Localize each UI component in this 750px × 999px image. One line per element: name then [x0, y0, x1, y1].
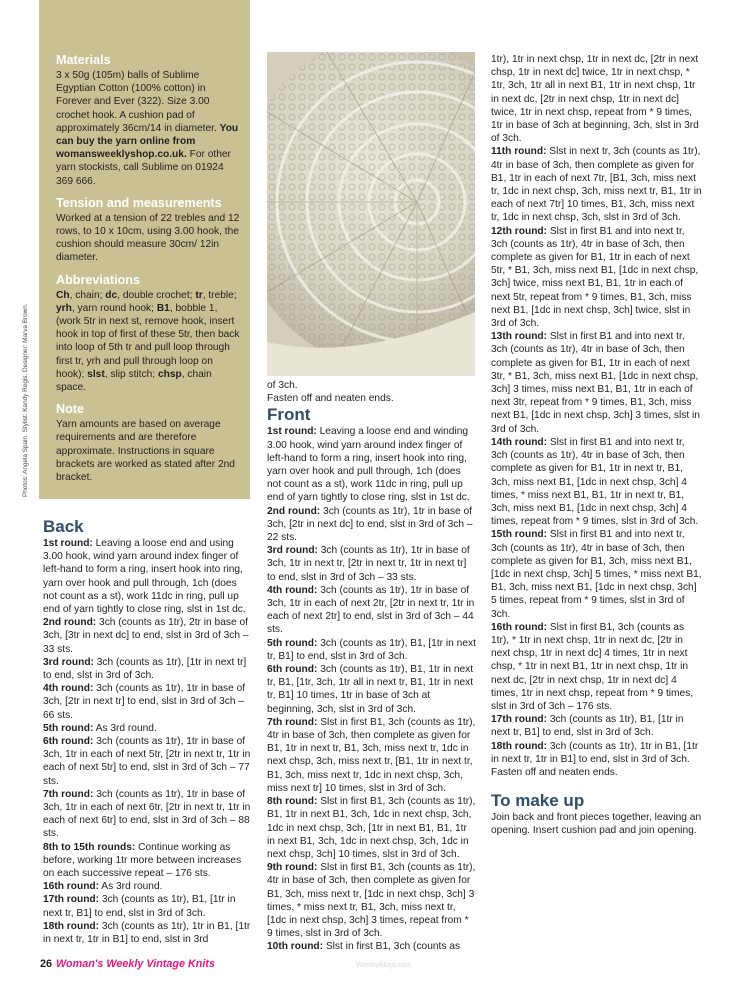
photo-credit: Photos: Angela Spain. Stylist: Kandy Regis. Designer: Marva Brown. — [22, 303, 29, 497]
abbreviations-heading: Abbreviations — [56, 272, 140, 287]
shop-link[interactable]: You can buy the yarn online from womansweeklyshop.co.uk. — [56, 122, 239, 161]
round-item: 2nd round: 3ch (counts as 1tr), 1tr in base of 3ch, [2tr in next dc] to end, slst in 3rd of 3ch – 22 sts. — [267, 505, 473, 544]
round-item: 6th round: 3ch (counts as 1tr), B1, 1tr in next tr, B1, [1tr, 3ch, 1tr all in next tr, B1, 1tr in next tr, B1] 10 times, 1tr in base of 3ch at beginning, 3ch, slst in 3rd of 3ch. — [267, 664, 474, 715]
round-item: 14th round: Slst in first B1 and into next tr, 3ch (counts as 1tr), 4tr in base of 3ch, then complete as given for B1, 1tr in next tr, B1, 3ch, miss next B1, [1dc in next chsp, 3ch] 4 times, * miss next B1, B1, 1tr in next tr, B1, 3ch, miss next B1, [1dc in next chsp, 3ch] 4 times, repeat from * 9 times, slst in 3rd of 3ch. — [491, 436, 699, 528]
round-item: 13th round: Slst in first B1 and into next tr, 3ch (counts as 1tr), 4tr in base of 3ch, then complete as given for B1, 1tr in each of next 3tr, * B1, 3ch, miss next B1, [1dc in next chsp, 3ch] 3 times, miss next B1, B1, 1tr in each of next 3tr, repeat from * 9 times, B1, 3ch, miss next B1, [1dc in next chsp, 3ch] 3 times, slst in 3rd of 3ch. — [491, 331, 700, 435]
round-item: 16th round: Slst in first B1, 3ch (counts as 1tr), * 1tr in next chsp, 1tr in next dc, [2tr in next chsp, 1tr in next dc] 4 times, 1tr in next chsp, * 1tr in next B1, 1tr in next chsp, 1tr in next dc, [2tr in next chsp, 1tr in next dc] 4 times, 1tr in next chsp, repeat from * 9 times, slst in 3rd of 3ch – 176 sts. — [491, 621, 694, 712]
tension-heading: Tension and measurements — [56, 195, 222, 210]
magazine-title: Woman's Weekly Vintage Knits — [56, 958, 215, 970]
back-instructions — [43, 517, 251, 946]
note-heading: Note — [56, 402, 84, 417]
watermark: WeeklyBlogs.com — [356, 962, 412, 969]
round-item: 16th round: As 3rd round. — [43, 881, 163, 893]
round-item: 6th round: 3ch (counts as 1tr), 1tr in base of 3ch, 1tr in each of next 5tr, [2tr in next tr, 1tr in each of next 5tr] to end, slst in 3rd of 3ch – 77 sts. — [43, 736, 251, 787]
round-item: 17th round: 3ch (counts as 1tr), B1, [1tr in next tr, B1] to end, slst in 3rd of 3ch. — [491, 714, 684, 739]
round-item: 3rd round: 3ch (counts as 1tr), [1tr in next tr] to end, slst in 3rd of 3ch. — [43, 656, 247, 682]
tension-text: Worked at a tension of 22 trebles and 12 rows, to 10 x 10cm, using 3.00 hook, the cushion should measure 30cm/ 12in diameter. — [56, 212, 240, 264]
note-text: Yarn amounts are based on average requirements and are therefore approximate. Instructions in square brackets are worked as stated after 2nd bracket. — [56, 419, 235, 484]
round-item: 3rd round: 3ch (counts as 1tr), 1tr in base of 3ch, 1tr in next tr, [2tr in next tr, 1tr in next tr] to end, slst in 3rd of 3ch – 33 sts. — [267, 545, 470, 583]
round-item: 4th round: 3ch (counts as 1tr), 1tr in base of 3ch, 1tr in each of next 2tr, [2tr in next tr, 1tr in each of next 2tr] to end, slst in 3rd of 3ch – 44 sts. — [267, 584, 475, 636]
round-continuation: 1tr), 1tr in next chsp, 1tr in next dc, [2tr in next chsp, 1tr in next dc] twice, 1tr in next chsp, * 1tr, 3ch, 1tr all in next B1, 1tr in next chsp, 1tr in next dc, [2tr in next chsp, 1tr in next dc] twice, 1tr in next chsp, repeat from * 9 times, 1tr in base of 3ch at beginning, 3ch, slst in 3rd of 3ch. — [491, 54, 699, 145]
round-item: 18th round: 3ch (counts as 1tr), 1tr in B1, [1tr in next tr, 1tr in B1] to end, slst in 3rd — [43, 920, 251, 946]
front-continued-instructions — [491, 53, 703, 838]
page-number: 26 — [40, 958, 53, 970]
round-item: 4th round: 3ch (counts as 1tr), 1tr in base of 3ch, [2tr in next tr] to end, slst in 3rd of 3ch – 66 sts. — [43, 683, 246, 721]
round-item: 7th round: Slst in first B1, 3ch (counts as 1tr), 4tr in base of 3ch, then complete as given for B1, 1tr in next tr, B1, 3ch, miss next tr, 1dc in next chsp, 3ch, miss next tr, [B1, 1tr in next tr, B1, 3ch, miss next tr, 1dc in next chsp, 3ch, miss next tr] 10 times, slst in 3rd of 3ch. — [267, 716, 476, 794]
page-footer — [40, 958, 215, 970]
abbreviations-text: Ch, chain; dc, double crochet; tr, treble; yrh, yarn round hook; B1, bobble 1, (work 5tr in next st, remove hook, insert hook in top of first of these 5tr, then back into loop of 5th tr and pull loop through first tr, yrh and pull through loop on hook); slst, slip stitch; chsp, chain space. — [56, 289, 240, 394]
round-item: 15th round: Slst in first B1 and into next tr, 3ch (counts as 1tr), 4tr in base of 3ch, then complete as given for B1, 3ch, miss next B1, [1dc in next chsp, 3ch] 5 times, * miss next B1, B1, 3ch, miss next B1, [1dc in next chsp, 3ch] 5 times, repeat from * 9 times, slst in 3rd of 3ch. — [491, 529, 702, 620]
round-item: 18th round: 3ch (counts as 1tr), 1tr in B1, [1tr in next tr, 1tr in B1] to end, slst in 3rd of 3ch. Fasten off and neaten ends. — [491, 740, 699, 778]
round-item: 11th round: Slst in next tr, 3ch (counts as 1tr), 4tr in base of 3ch, then complete as given for B1, 1tr in each of next 7tr, [B1, 3ch, miss next tr, 1dc in next chsp, 3ch, miss next tr, B1, 1tr in each of next 7tr] 10 times, B1, 3ch, miss next tr, 1dc in next chsp, 3ch, slst in 3rd of 3ch. — [491, 146, 702, 224]
round-item: 10th round: Slst in first B1, 3ch (counts as — [267, 941, 461, 953]
round-item: 8th round: Slst in first B1, 3ch (counts as 1tr), B1, 1tr in next B1, 3ch, 1dc in next chsp, 3ch, 1dc in next chsp, 3ch, [1tr in next B1, B1, 1tr in next B1, 3ch, 1dc in next chsp, 3ch, 1dc in next chsp, 3ch] 10 times, slst in 3rd of 3ch. — [267, 796, 476, 860]
materials-text: 3 x 50g (105m) balls of Sublime Egyptian Cotton (100% cotton) in Forever and Ever (322). Size 3.00 crochet hook. A cushion pad of approximately 36cm/14 in diameter. You can buy the yarn online from womansweeklyshop.co.uk. For other yarn stockists, call Sublime on 01924 369 666. — [56, 70, 239, 187]
round-item: 2nd round: 3ch (counts as 1tr), 2tr in base of 3ch, [3tr in next dc] to end, slst in 3rd of 3ch – 33 sts. — [43, 617, 249, 655]
round-item: 17th round: 3ch (counts as 1tr), B1, [1tr in next tr, B1] to end, slst in 3rd of 3ch. — [43, 894, 236, 919]
round-item: 12th round: Slst in first B1 and into next tr, 3ch (counts as 1tr), 4tr in base of 3ch, then complete as given for B1, 1tr in each of next 5tr, * B1, 3ch, miss next B1, [1dc in next chsp, 3ch] twice, miss next B1, B1, 1tr in each of next 5tr, repeat from * 9 times, B1, 3ch, miss next B1, [1dc in next chsp, 3ch] twice, slst in 3rd of 3ch. — [491, 225, 699, 330]
round-item: 9th round: Slst in first B1, 3ch (counts as 1tr), 4tr in base of 3ch, then complete as given for B1, 3ch, miss next tr, [1dc in next chsp, 3ch] 3 times, * miss next tr, B1, 3ch, miss next tr, [1dc in next chsp, 3ch] 3 times, repeat from * 9 times, slst in 3rd of 3ch. — [267, 862, 476, 940]
round-item: 1st round: Leaving a loose end and winding 3.00 hook, wind yarn around index finger of left-hand to form a ring, insert hook into ring, yarn over hook and pull through, 1ch (does not count as a st), work 11dc in ring, pull up end of yarn tightly to close ring, slst in 1st dc. — [267, 426, 470, 504]
round-item: 8th to 15th rounds: Continue working as before, working 1tr more between increases on each successive repeat – 176 sts. — [43, 841, 242, 880]
materials-heading: Materials — [56, 53, 111, 67]
front-instructions — [267, 379, 477, 954]
materials-sidebar — [39, 0, 250, 499]
make-up-text: Join back and front pieces together, leaving an opening. Insert cushion pad and join opening. — [491, 812, 702, 837]
make-up-heading: To make up — [491, 791, 585, 811]
round-item: 1st round: Leaving a loose end and using 3.00 hook, wind yarn around index finger of left-hand to form a ring, insert hook into ring, yarn over hook and pull through, 1ch (does not count as a st), work 11dc in ring, pull up end of yarn tightly to close ring, slst in 1st dc. — [43, 538, 246, 616]
round-item: 5th round: 3ch (counts as 1tr), B1, [1tr in next tr, B1] to end, slst in 3rd of 3ch. — [267, 637, 476, 662]
round-item: 7th round: 3ch (counts as 1tr), 1tr in base of 3ch, 1tr in each of next 6tr, [2tr in next tr, 1tr in each of next 6tr] to end, slst in 3rd of 3ch – 88 sts. — [43, 788, 251, 840]
crochet-cushion-photo — [267, 52, 475, 376]
back-fasten-off: Fasten off and neaten ends. — [267, 393, 394, 405]
cushion-illustration — [267, 52, 475, 376]
round-item: 5th round: As 3rd round. — [43, 722, 157, 734]
back-heading: Back — [43, 517, 84, 536]
back-continuation: of 3ch. — [267, 380, 298, 391]
front-heading: Front — [267, 405, 311, 425]
